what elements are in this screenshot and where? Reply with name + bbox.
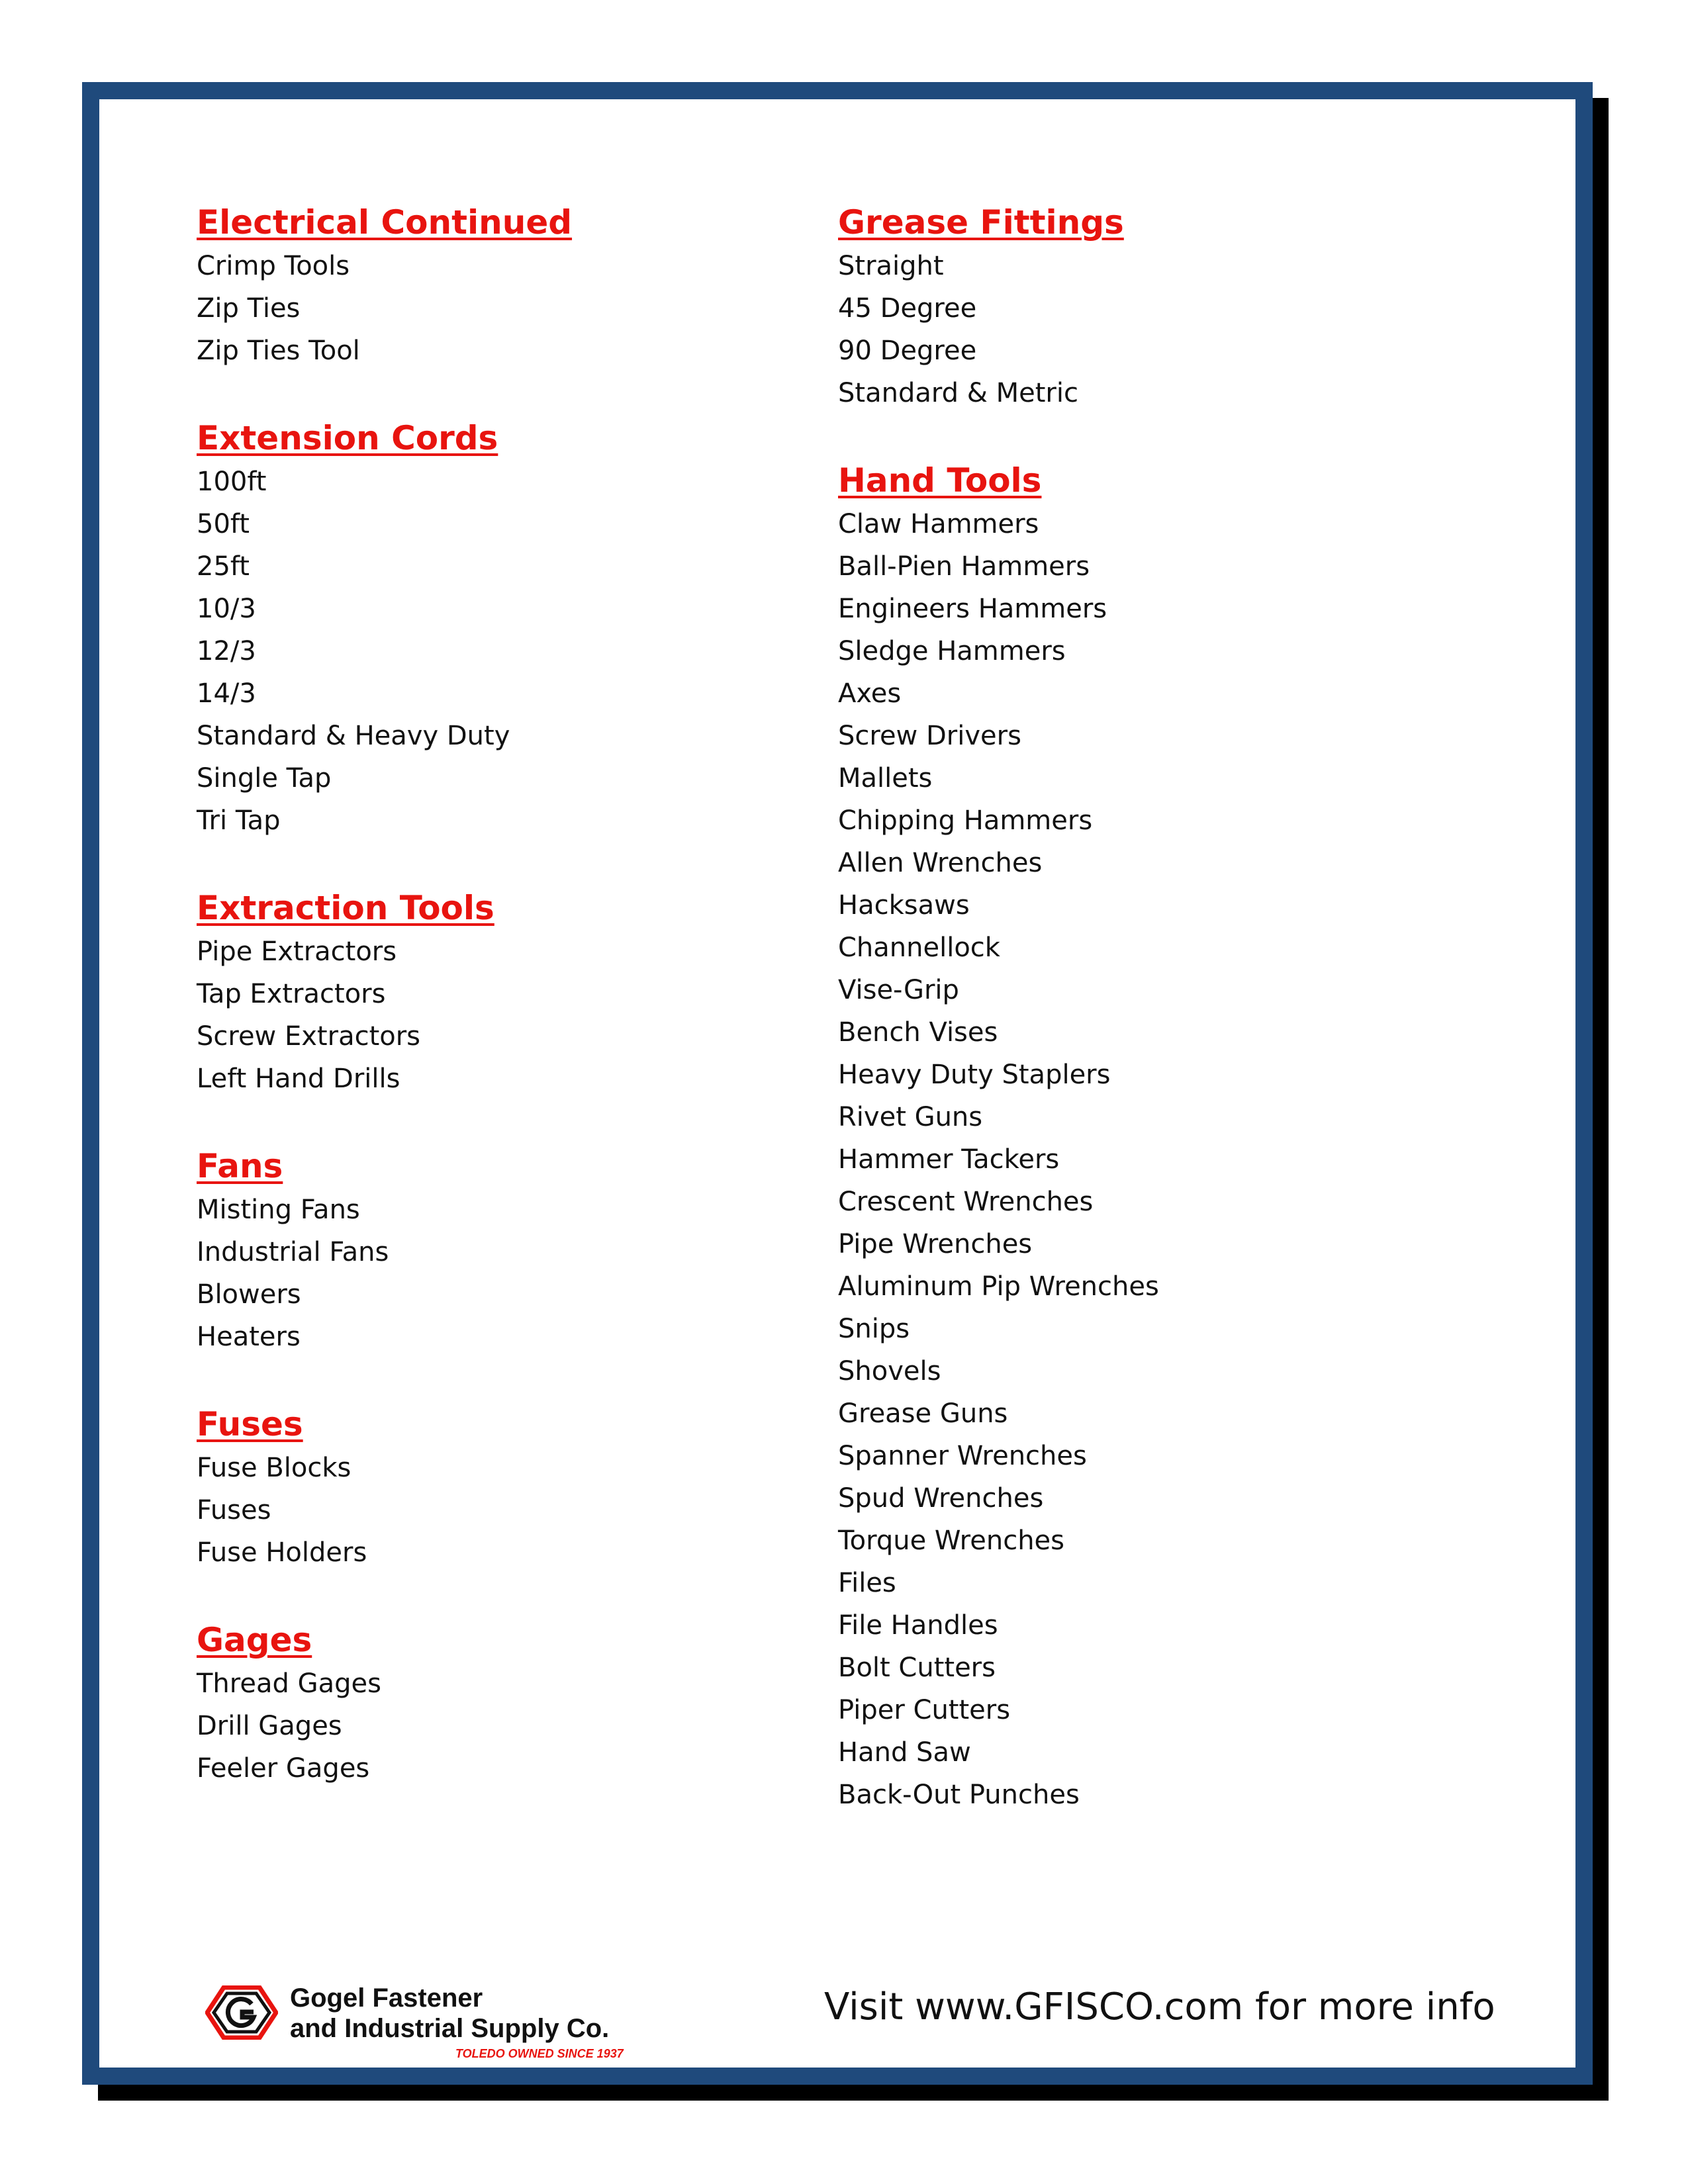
list-item: Fuse Holders: [197, 1537, 367, 1568]
list-item: 45 Degree: [838, 293, 977, 324]
list-item: 12/3: [197, 636, 256, 666]
list-item: 25ft: [197, 551, 250, 582]
list-item: Bolt Cutters: [838, 1653, 996, 1683]
list-item: Straight: [838, 251, 944, 281]
list-item: Pipe Wrenches: [838, 1229, 1033, 1259]
list-item: 10/3: [197, 594, 256, 624]
section-heading: Fuses: [197, 1405, 303, 1443]
list-item: Drill Gages: [197, 1711, 342, 1741]
section: [197, 1142, 792, 1358]
visit-website-text: Visit www.GFISCO.com for more info: [824, 1985, 1495, 2028]
list-item: Fuse Blocks: [197, 1453, 352, 1483]
list-item: Spanner Wrenches: [838, 1441, 1087, 1471]
list-item: Heavy Duty Staplers: [838, 1060, 1111, 1090]
list-item: Screw Extractors: [197, 1021, 421, 1052]
list-item: Hammer Tackers: [838, 1144, 1060, 1175]
list-item: Left Hand Drills: [197, 1064, 400, 1094]
list-item: 50ft: [197, 509, 250, 539]
list-item: Hacksaws: [838, 890, 970, 921]
list-item: Engineers Hammers: [838, 594, 1107, 624]
list-item: Thread Gages: [197, 1668, 381, 1699]
list-item: 100ft: [197, 467, 267, 497]
list-item: Shovels: [838, 1356, 941, 1387]
list-item: Standard & Metric: [838, 378, 1078, 408]
list-item: Vise-Grip: [838, 975, 959, 1005]
list-item: Snips: [838, 1314, 910, 1344]
list-item: Fuses: [197, 1495, 271, 1525]
section-heading: Grease Fittings: [838, 203, 1124, 242]
list-item: Pipe Extractors: [197, 936, 397, 967]
section: [197, 1400, 792, 1574]
section: [197, 414, 792, 842]
list-item: Misting Fans: [197, 1195, 360, 1225]
list-item: Bench Vises: [838, 1017, 998, 1048]
section-heading: Fans: [197, 1147, 283, 1185]
company-name-line1: Gogel Fastener: [290, 1983, 483, 2013]
section-heading: Electrical Continued: [197, 203, 573, 242]
list-item: Rivet Guns: [838, 1102, 983, 1132]
list-item: Standard & Heavy Duty: [197, 721, 510, 751]
hexagon-g-logo-icon: [205, 1985, 278, 2040]
section-heading: Extraction Tools: [197, 889, 494, 927]
list-item: Screw Drivers: [838, 721, 1021, 751]
section: [838, 457, 1500, 1816]
list-item: Channellock: [838, 933, 1000, 963]
company-logo: [205, 1982, 682, 2062]
list-item: Hand Saw: [838, 1737, 971, 1768]
list-item: Back-Out Punches: [838, 1780, 1080, 1810]
list-item: Grease Guns: [838, 1398, 1008, 1429]
section-heading: Extension Cords: [197, 419, 498, 457]
right-column: [838, 199, 1500, 1858]
list-item: Claw Hammers: [838, 509, 1039, 539]
list-item: Aluminum Pip Wrenches: [838, 1271, 1159, 1302]
list-item: Piper Cutters: [838, 1695, 1011, 1725]
section-heading: Hand Tools: [838, 461, 1042, 500]
list-item: Ball-Pien Hammers: [838, 551, 1090, 582]
left-column: [197, 199, 792, 1832]
list-item: Single Tap: [197, 763, 332, 794]
company-name-line2: and Industrial Supply Co.: [290, 2014, 610, 2043]
list-item: Tap Extractors: [197, 979, 386, 1009]
list-item: Sledge Hammers: [838, 636, 1066, 666]
section: [197, 884, 792, 1100]
section: [197, 199, 792, 372]
list-item: Crimp Tools: [197, 251, 350, 281]
list-item: Spud Wrenches: [838, 1483, 1044, 1514]
section-heading: Gages: [197, 1621, 312, 1659]
list-item: Heaters: [197, 1322, 301, 1352]
list-item: Allen Wrenches: [838, 848, 1043, 878]
list-item: Zip Ties: [197, 293, 301, 324]
list-item: 14/3: [197, 678, 256, 709]
list-item: Tri Tap: [197, 805, 281, 836]
list-item: Blowers: [197, 1279, 301, 1310]
list-item: File Handles: [838, 1610, 998, 1641]
list-item: Files: [838, 1568, 896, 1598]
list-item: Chipping Hammers: [838, 805, 1093, 836]
list-item: Crescent Wrenches: [838, 1187, 1094, 1217]
list-item: Axes: [838, 678, 902, 709]
company-tagline: TOLEDO OWNED SINCE 1937: [455, 2047, 624, 2060]
list-item: Industrial Fans: [197, 1237, 389, 1267]
list-item: Torque Wrenches: [838, 1525, 1064, 1556]
section: [838, 199, 1500, 414]
list-item: 90 Degree: [838, 336, 977, 366]
list-item: Mallets: [838, 763, 933, 794]
section: [197, 1616, 792, 1790]
list-item: Zip Ties Tool: [197, 336, 360, 366]
list-item: Feeler Gages: [197, 1753, 370, 1784]
